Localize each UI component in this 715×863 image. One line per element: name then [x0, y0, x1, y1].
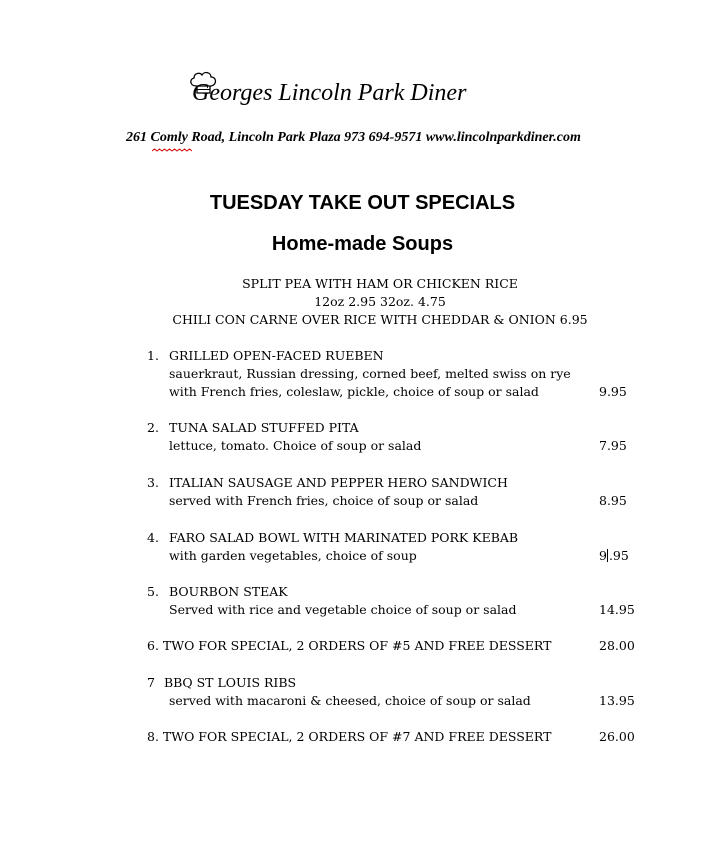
soup-line: SPLIT PEA WITH HAM OR CHICKEN RICE: [242, 276, 518, 291]
soup-line: CHILI CON CARNE OVER RICE WITH CHEDDAR & ONION 6.95: [172, 312, 588, 327]
item-number: 4.: [147, 530, 159, 545]
item-description: served with macaroni & cheesed, choice of soup or salad: [169, 693, 531, 708]
item-name: FARO SALAD BOWL WITH MARINATED PORK KEBAB: [169, 530, 519, 545]
diner-name: Georges Lincoln Park Diner: [192, 80, 467, 106]
special-line: 6. TWO FOR SPECIAL, 2 ORDERS OF #5 AND FREE DESSERT: [147, 638, 552, 653]
item-description: with garden vegetables, choice of soup: [169, 548, 417, 563]
item-name: ITALIAN SAUSAGE AND PEPPER HERO SANDWICH: [169, 475, 508, 490]
item-price: 14.95: [599, 602, 635, 617]
item-price: 28.00: [599, 638, 635, 653]
item-price: 9.95: [599, 384, 627, 399]
item-name: GRILLED OPEN-FACED RUEBEN: [169, 348, 384, 363]
spellcheck-underline: [152, 148, 192, 153]
item-name: TUNA SALAD STUFFED PITA: [169, 420, 359, 435]
item-price: 13.95: [599, 693, 635, 708]
item-name: BOURBON STEAK: [169, 584, 288, 599]
item-description: served with French fries, choice of soup or salad: [169, 493, 479, 508]
item-number: 1.: [147, 348, 159, 363]
special-line: 8. TWO FOR SPECIAL, 2 ORDERS OF #7 AND FREE DESSERT: [147, 729, 552, 744]
item-number: 5.: [147, 584, 159, 599]
page-title: TUESDAY TAKE OUT SPECIALS: [209, 192, 516, 214]
address-line: 261 Comly Road, Lincoln Park Plaza 973 694-9571 www.lincolnparkdiner.com: [126, 130, 581, 145]
item-price: 8.95: [599, 493, 627, 508]
item-number: 2.: [147, 420, 159, 435]
item-description: with French fries, coleslaw, pickle, choice of soup or salad: [169, 384, 539, 399]
item-name: BBQ ST LOUIS RIBS: [164, 675, 297, 690]
section-heading-soups: Home-made Soups: [271, 233, 454, 255]
item-description: lettuce, tomato. Choice of soup or salad: [169, 438, 422, 453]
item-price: 26.00: [599, 729, 635, 744]
item-description: Served with rice and vegetable choice of soup or salad: [169, 602, 517, 617]
item-description: sauerkraut, Russian dressing, corned beef, melted swiss on rye: [169, 366, 571, 381]
item-price: 9 .95: [599, 548, 629, 563]
item-number: 7: [147, 675, 155, 690]
item-number: 3.: [147, 475, 159, 490]
item-price: 7.95: [599, 438, 627, 453]
soup-line: 12oz 2.95 32oz. 4.75: [314, 294, 446, 309]
